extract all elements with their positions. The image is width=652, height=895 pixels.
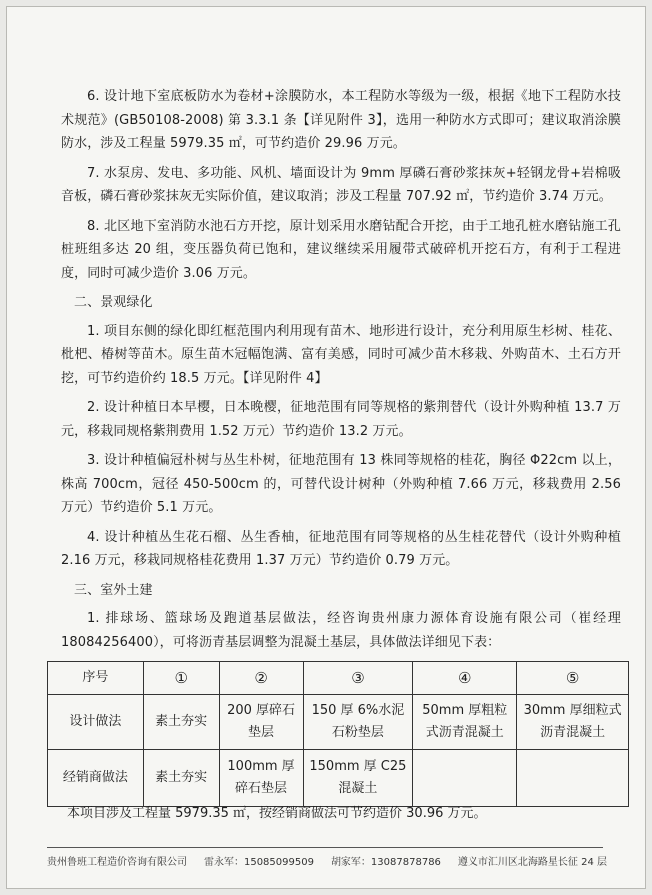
table-cell: 150 厚 6%水泥石粉垫层 — [303, 695, 413, 750]
footer-divider — [47, 847, 603, 848]
footer-contact-lei: 雷永军：15085099509 — [203, 857, 314, 868]
landscape-item-2: 2. 设计种植日本早樱，日本晚樱，征地范围有同等规格的紫荆替代（设计外购种植 13.7 万元，移栽同规格紫荆费用 1.52 万元）节约造价 13.2 万元。 — [61, 400, 621, 439]
table-header-cell: ① — [143, 662, 219, 695]
table-row — [48, 750, 629, 807]
table-cell — [517, 750, 629, 807]
footer-address: 遵义市汇川区北海路星长征 24 层 — [457, 857, 607, 868]
table-cell: 100mm 厚碎石垫层 — [219, 750, 303, 807]
table-cell: 经销商做法 — [48, 750, 144, 807]
table-header-row — [48, 662, 629, 695]
table-header-cell: 序号 — [48, 662, 144, 695]
table-cell: 素土夯实 — [143, 695, 219, 750]
section-heading-outdoor: 三、室外土建 — [74, 582, 153, 598]
paragraph-6: 6. 设计地下室底板防水为卷材+涂膜防水，本工程防水等级为一级，根据《地下工程防水技术规范》(GB50108-2008) 第 3.3.1 条【详见附件 3】，选用一种防水方式即可；建议取消涂膜防水，涉及工程量 5979.35 ㎡，可节约造价 29.96 万元。 — [61, 89, 621, 151]
construction-comparison-table — [47, 661, 629, 807]
landscape-item-4: 4. 设计种植丛生花石榴、丛生香柚，征地范围有同等规格的丛生桂花替代（设计外购种植 2.16 万元，移栽同规格桂花费用 1.37 万元）节约造价 0.79 万元。 — [61, 529, 621, 568]
footer-contact-hu: 胡家军：13087878786 — [330, 857, 441, 868]
footer-company: 贵州鲁班工程造价咨询有限公司 — [47, 857, 187, 868]
table-row — [48, 695, 629, 750]
paragraph-7: 7. 水泵房、发电、多功能、风机、墙面设计为 9mm 厚磷石膏砂浆抹灰+轻钢龙骨+岩棉吸音板，磷石膏砂浆抹灰无实际价值，建议取消；涉及工程量 707.92 ㎡，节约造价 3.74 万元。 — [61, 165, 621, 204]
table-cell: 200 厚碎石垫层 — [219, 695, 303, 750]
outdoor-item-1: 1. 排球场、篮球场及跑道基层做法，经咨询贵州康力源体育设施有限公司（崔经理 18084256400），可将沥青基层调整为混凝土基层，具体做法详细见下表： — [61, 611, 621, 650]
page-footer — [47, 853, 607, 868]
table-cell: 设计做法 — [48, 695, 144, 750]
section-heading-landscape: 二、景观绿化 — [74, 295, 153, 310]
document-page — [6, 6, 646, 889]
landscape-item-1: 1. 项目东侧的绿化即红框范围内利用现有苗木、地形进行设计，充分利用原生杉树、桂花、枇杷、椿树等苗木。原生苗木冠幅饱满、富有美感，同时可减少苗木移栽、外购苗木、土石方开挖，可节约造价约 18.5 万元。【详见附件 4】 — [61, 323, 621, 386]
savings-summary: 本项目涉及工程量 5979.35 ㎡，按经销商做法可节约造价 30.96 万元。 — [67, 806, 487, 821]
table-header-cell: ④ — [413, 662, 517, 695]
table-cell: 50mm 厚粗粒式沥青混凝土 — [413, 695, 517, 750]
table-header-cell: ③ — [303, 662, 413, 695]
table-cell: 素土夯实 — [143, 750, 219, 807]
table-cell: 150mm 厚 C25 混凝土 — [303, 750, 413, 807]
table-header-cell: ② — [219, 662, 303, 695]
landscape-item-3: 3. 设计种植偏冠朴树与丛生朴树，征地范围有 13 株同等规格的桂花，胸径 Φ22cm 以上，株高 700cm，冠径 450-500cm 的，可替代设计树种（外购种植 7.66 万元，移栽费用 2.56 万元）节约造价 5.1 万元。 — [61, 453, 621, 515]
table-header-cell: ⑤ — [517, 662, 629, 695]
table-cell — [413, 750, 517, 807]
paragraph-8: 8. 北区地下室消防水池石方开挖，原计划采用水磨钻配合开挖，由于工地孔桩水磨钻施工孔桩班组多达 20 组，变压器负荷已饱和，建议继续采用履带式破碎机开挖石方，有利于工程进度，同时可减少造价 3.06 万元。 — [61, 218, 621, 281]
document-body — [61, 85, 621, 660]
table-cell: 30mm 厚细粒式沥青混凝土 — [517, 695, 629, 750]
